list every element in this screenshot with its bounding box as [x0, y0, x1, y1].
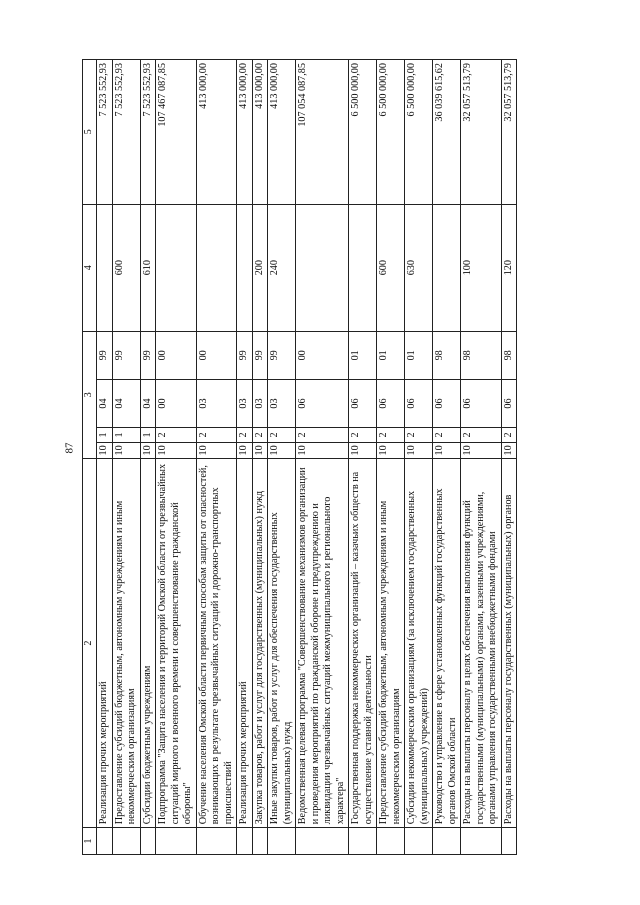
table-row — [97, 60, 113, 855]
code-program: 10 — [97, 442, 113, 458]
row-name: Субсидии некоммерческим организациям (за исключением государственных (муниципальных) учреждений) — [405, 458, 433, 827]
code-event: 06 — [501, 379, 517, 427]
code-event: 04 — [97, 379, 113, 427]
code-program: 10 — [461, 442, 502, 458]
code-direction: 99 — [252, 331, 268, 379]
row-name: Расходы на выплаты персоналу в целях обеспечения выполнения функций государственными (муниципальными) органами, казенными учреждениями, органами управления государственными внебюджетными фондами — [461, 458, 502, 827]
code-program: 10 — [140, 442, 156, 458]
row-sum: 6 500 000,00 — [349, 60, 377, 205]
row-name: Закупка товаров, работ и услуг для государственных (муниципальных) нужд — [252, 458, 268, 827]
row-col-1 — [237, 828, 253, 855]
code-program: 10 — [237, 442, 253, 458]
code-program: 10 — [112, 442, 140, 458]
table-row — [268, 60, 296, 855]
row-sum: 32 057 513,79 — [501, 60, 517, 205]
code-event: 06 — [405, 379, 433, 427]
code-event: 06 — [461, 379, 502, 427]
header-col-4: 4 — [83, 204, 97, 331]
expense-type-code: 200 — [252, 204, 268, 331]
expense-type-code: 120 — [501, 204, 517, 331]
row-sum: 107 467 087,85 — [156, 60, 197, 205]
table-row — [237, 60, 253, 855]
code-direction: 00 — [196, 331, 237, 379]
code-event: 06 — [377, 379, 405, 427]
row-name: Предоставление субсидий бюджетным, автономным учреждениям и иным некоммерческим организациям — [377, 458, 405, 827]
row-sum: 413 000,00 — [268, 60, 296, 205]
code-event: 04 — [140, 379, 156, 427]
expense-type-code: 610 — [140, 204, 156, 331]
row-sum: 32 057 513,79 — [461, 60, 502, 205]
row-name: Подпрограмма "Защита населения и территорий Омской области от чрезвычайных ситуаций мирного и военного времени и совершенствование гражданской обороны" — [156, 458, 197, 827]
code-program: 10 — [252, 442, 268, 458]
code-program: 10 — [433, 442, 461, 458]
code-event: 06 — [433, 379, 461, 427]
row-sum: 7 523 552,93 — [112, 60, 140, 205]
code-subprogram: 2 — [349, 428, 377, 443]
row-col-1 — [349, 828, 377, 855]
code-program: 10 — [377, 442, 405, 458]
row-name: Обучение населения Омской области первичным способам защиты от опасностей, возникающих в результате чрезвычайных ситуаций и дорожно-транспортных происшествий — [196, 458, 237, 827]
row-col-1 — [140, 828, 156, 855]
code-event: 06 — [296, 379, 349, 427]
code-program: 10 — [196, 442, 237, 458]
row-col-1 — [405, 828, 433, 855]
row-name: Реализация прочих мероприятий — [97, 458, 113, 827]
expense-type-code — [349, 204, 377, 331]
expense-type-code: 630 — [405, 204, 433, 331]
header-col-2: 2 — [83, 458, 97, 827]
row-name: Реализация прочих мероприятий — [237, 458, 253, 827]
code-direction: 99 — [140, 331, 156, 379]
expense-type-code — [237, 204, 253, 331]
expense-type-code — [156, 204, 197, 331]
table-row — [112, 60, 140, 855]
table-row — [140, 60, 156, 855]
code-direction: 00 — [156, 331, 197, 379]
code-subprogram: 2 — [196, 428, 237, 443]
header-row — [83, 60, 97, 855]
code-subprogram: 2 — [252, 428, 268, 443]
row-sum: 7 523 552,93 — [140, 60, 156, 205]
table-row — [405, 60, 433, 855]
row-name: Руководство и управление в сфере установленных функций государственных органов Омской области — [433, 458, 461, 827]
row-col-1 — [296, 828, 349, 855]
table-row — [461, 60, 502, 855]
table-row — [296, 60, 349, 855]
code-direction: 01 — [349, 331, 377, 379]
code-subprogram: 1 — [112, 428, 140, 443]
table-row — [501, 60, 517, 855]
code-event: 06 — [349, 379, 377, 427]
code-direction: 98 — [501, 331, 517, 379]
expense-type-code: 100 — [461, 204, 502, 331]
code-direction: 01 — [405, 331, 433, 379]
code-subprogram: 2 — [433, 428, 461, 443]
table-row — [196, 60, 237, 855]
row-sum: 413 000,00 — [252, 60, 268, 205]
code-event: 03 — [252, 379, 268, 427]
table-row — [252, 60, 268, 855]
code-subprogram: 2 — [237, 428, 253, 443]
row-col-1 — [196, 828, 237, 855]
row-col-1 — [377, 828, 405, 855]
code-program: 10 — [156, 442, 197, 458]
header-col-5: 5 — [83, 60, 97, 205]
expense-type-code: 600 — [377, 204, 405, 331]
code-event: 03 — [196, 379, 237, 427]
expense-type-code: 600 — [112, 204, 140, 331]
row-sum: 36 039 615,62 — [433, 60, 461, 205]
row-name: Иные закупки товаров, работ и услуг для обеспечения государственных (муниципальных) нужд — [268, 458, 296, 827]
code-subprogram: 2 — [501, 428, 517, 443]
code-event: 03 — [268, 379, 296, 427]
row-col-1 — [268, 828, 296, 855]
code-program: 10 — [501, 442, 517, 458]
row-name: Расходы на выплаты персоналу государственных (муниципальных) органов — [501, 458, 517, 827]
code-subprogram: 2 — [156, 428, 197, 443]
header-col-1: 1 — [83, 828, 97, 855]
row-sum: 6 500 000,00 — [377, 60, 405, 205]
code-subprogram: 2 — [377, 428, 405, 443]
row-name: Ведомственная целевая программа "Совершенствование механизмов организации и проведения мероприятий по гражданской обороне и предупреждению и ликвидации чрезвычайных ситуаций межмуниципального и регионального характера" — [296, 458, 349, 827]
row-col-1 — [252, 828, 268, 855]
row-col-1 — [112, 828, 140, 855]
code-direction: 00 — [296, 331, 349, 379]
row-col-1 — [156, 828, 197, 855]
row-col-1 — [433, 828, 461, 855]
row-col-1 — [501, 828, 517, 855]
row-sum: 7 523 552,93 — [97, 60, 113, 205]
table-row — [349, 60, 377, 855]
row-sum: 413 000,00 — [196, 60, 237, 205]
code-direction: 98 — [461, 331, 502, 379]
code-subprogram: 2 — [296, 428, 349, 443]
expense-type-code — [97, 204, 113, 331]
table-row — [433, 60, 461, 855]
code-direction: 99 — [112, 331, 140, 379]
code-direction: 98 — [433, 331, 461, 379]
budget-table — [82, 59, 517, 855]
row-name: Субсидии бюджетным учреждениям — [140, 458, 156, 827]
code-event: 04 — [112, 379, 140, 427]
table-row — [156, 60, 197, 855]
code-event: 00 — [156, 379, 197, 427]
row-col-1 — [97, 828, 113, 855]
row-sum: 413 000,00 — [237, 60, 253, 205]
code-direction: 01 — [377, 331, 405, 379]
code-subprogram: 2 — [461, 428, 502, 443]
code-subprogram: 2 — [268, 428, 296, 443]
header-col-3: 3 — [83, 331, 97, 458]
row-col-1 — [461, 828, 502, 855]
code-subprogram: 2 — [405, 428, 433, 443]
code-program: 10 — [296, 442, 349, 458]
code-event: 03 — [237, 379, 253, 427]
expense-type-code — [433, 204, 461, 331]
code-program: 10 — [405, 442, 433, 458]
row-name: Государственная поддержка некоммерческих организаций – казачьих обществ на осуществление уставной деятельности — [349, 458, 377, 827]
row-sum: 6 500 000,00 — [405, 60, 433, 205]
expense-type-code: 240 — [268, 204, 296, 331]
budget-table-sheet — [82, 59, 573, 855]
code-subprogram: 1 — [140, 428, 156, 443]
code-direction: 99 — [97, 331, 113, 379]
page-number: 87 — [63, 442, 76, 454]
code-direction: 99 — [237, 331, 253, 379]
code-direction: 99 — [268, 331, 296, 379]
table-row — [377, 60, 405, 855]
row-sum: 107 054 087,85 — [296, 60, 349, 205]
code-program: 10 — [349, 442, 377, 458]
row-name: Предоставление субсидий бюджетным, автономным учреждениям и иным некоммерческим организациям — [112, 458, 140, 827]
code-program: 10 — [268, 442, 296, 458]
expense-type-code — [196, 204, 237, 331]
expense-type-code — [296, 204, 349, 331]
code-subprogram: 1 — [97, 428, 113, 443]
